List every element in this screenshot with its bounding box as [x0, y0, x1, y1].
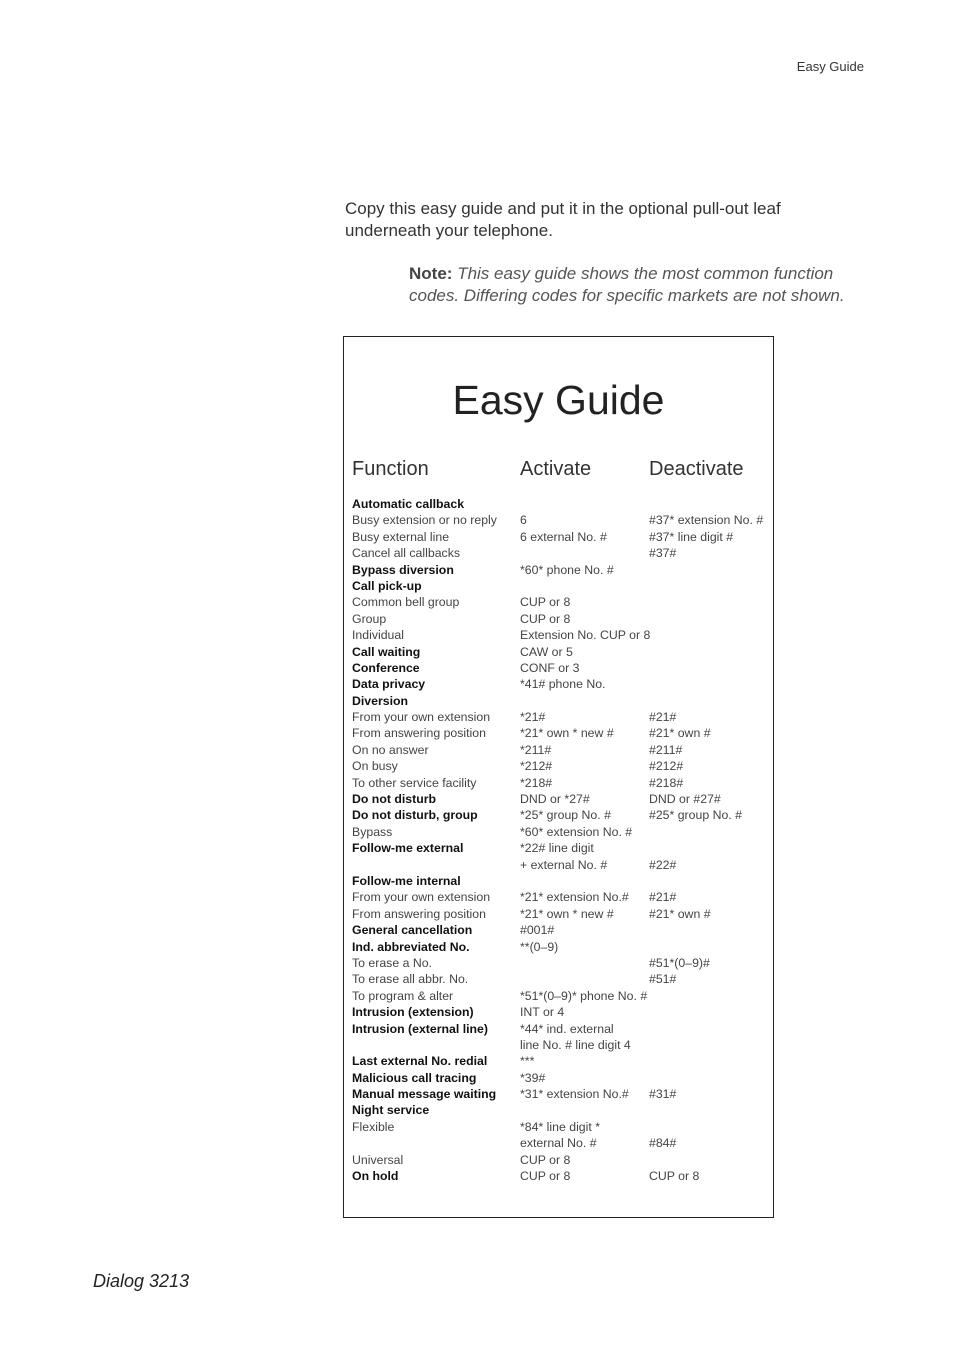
activate-cell: *** [520, 1054, 535, 1069]
table-row [344, 1070, 773, 1086]
function-cell: Night service [352, 1103, 430, 1118]
activate-cell: *51*(0–9)* phone No. # [520, 988, 648, 1003]
activate-cell: *25* group No. # [520, 808, 611, 823]
function-cell: To program & alter [352, 988, 454, 1003]
activate-cell: *60* extension No. # [520, 824, 633, 839]
function-cell: Intrusion (external line) [352, 1021, 488, 1036]
activate-cell: line No. # line digit 4 [520, 1037, 631, 1052]
activate-cell: CUP or 8 [520, 611, 571, 626]
activate-cell: + external No. # [520, 857, 608, 872]
activate-cell: INT or 4 [520, 1005, 565, 1020]
table-row [344, 906, 773, 922]
deactivate-cell: #84# [649, 1136, 677, 1151]
intro-text: Copy this easy guide and put it in the optional pull-out leaf underneath your telephone. [345, 199, 781, 240]
table-row [344, 742, 773, 758]
table-row [344, 955, 773, 971]
running-header: Easy Guide [796, 59, 864, 74]
deactivate-cell: #211# [649, 742, 683, 757]
table-row [344, 545, 773, 561]
table-row [344, 627, 773, 643]
activate-cell: external No. # [520, 1136, 597, 1151]
activate-cell: *39# [520, 1070, 546, 1085]
function-cell: Diversion [352, 693, 409, 708]
function-cell: Do not disturb, group [352, 808, 478, 823]
table-row [344, 676, 773, 692]
table-row [344, 873, 773, 889]
activate-cell: *41# phone No. [520, 677, 606, 692]
table-row [344, 791, 773, 807]
table-row [344, 725, 773, 741]
table-row [344, 644, 773, 660]
deactivate-cell: #31# [649, 1087, 677, 1102]
deactivate-cell: DND or #27# [649, 792, 721, 807]
activate-cell: CUP or 8 [520, 595, 571, 610]
table-row [344, 1004, 773, 1020]
activate-cell: 6 [520, 513, 527, 528]
table-row [344, 512, 773, 528]
table-row [344, 824, 773, 840]
table-row [344, 1102, 773, 1118]
function-cell: Cancel all callbacks [352, 546, 460, 561]
activate-cell: *60* phone No. # [520, 562, 614, 577]
footer-product-name: Dialog 3213 [93, 1271, 190, 1291]
table-row [344, 922, 773, 938]
activate-cell: *21* own * new # [520, 906, 614, 921]
deactivate-cell: #51*(0–9)# [649, 955, 710, 970]
function-cell: From answering position [352, 906, 486, 921]
function-cell: Individual [352, 628, 404, 643]
function-cell: Universal [352, 1152, 404, 1167]
activate-cell: *84* line digit * [520, 1119, 600, 1134]
column-header-deactivate: Deactivate [649, 458, 744, 480]
activate-cell: CONF or 3 [520, 660, 580, 675]
function-cell: On no answer [352, 742, 429, 757]
deactivate-cell: #218# [649, 775, 684, 790]
deactivate-cell: #37* line digit # [649, 529, 734, 544]
function-cell: To erase all abbr. No. [352, 972, 469, 987]
function-cell: Call waiting [352, 644, 421, 659]
table-row [344, 1152, 773, 1168]
deactivate-cell: CUP or 8 [649, 1169, 700, 1184]
function-cell: Bypass diversion [352, 562, 454, 577]
function-cell: General cancellation [352, 923, 473, 938]
function-cell: Call pick-up [352, 578, 422, 593]
table-row [344, 807, 773, 823]
table-row [344, 889, 773, 905]
activate-cell: Extension No. CUP or 8 [520, 628, 651, 643]
function-cell: Busy extension or no reply [352, 513, 497, 528]
activate-cell: *21# [520, 710, 546, 725]
table-row [344, 758, 773, 774]
deactivate-cell: #22# [649, 857, 677, 872]
table-row [344, 1053, 773, 1069]
activate-cell: CUP or 8 [520, 1169, 571, 1184]
activate-cell: *44* ind. external [520, 1021, 614, 1036]
function-cell: From answering position [352, 726, 486, 741]
function-cell: Common bell group [352, 595, 460, 610]
activate-cell: DND or *27# [520, 792, 590, 807]
function-cell: Ind. abbreviated No. [352, 939, 470, 954]
table-row [344, 1086, 773, 1102]
function-cell: On busy [352, 759, 398, 774]
function-code-table [344, 496, 773, 1184]
table-row [344, 775, 773, 791]
table-row [344, 660, 773, 676]
activate-cell: *31* extension No.# [520, 1087, 629, 1102]
function-cell: Conference [352, 660, 420, 675]
note-label: Note: [409, 264, 453, 283]
function-cell: Flexible [352, 1119, 395, 1134]
function-cell: From your own extension [352, 710, 491, 725]
easy-guide-card [343, 336, 774, 1218]
deactivate-cell: #21* own # [649, 906, 711, 921]
function-cell: On hold [352, 1169, 399, 1184]
table-row [344, 594, 773, 610]
note-body: This easy guide shows the most common function codes. Differing codes for specific markets are not shown. [409, 264, 845, 305]
activate-cell: *21* own * new # [520, 726, 614, 741]
deactivate-cell: #21* own # [649, 726, 711, 741]
table-row [344, 988, 773, 1004]
function-cell: Do not disturb [352, 792, 437, 807]
table-row [344, 578, 773, 594]
deactivate-cell: #21# [649, 890, 677, 905]
function-cell: From your own extension [352, 890, 491, 905]
function-cell: Malicious call tracing [352, 1070, 477, 1085]
activate-cell: 6 external No. # [520, 529, 607, 544]
activate-cell: *21* extension No.# [520, 890, 629, 905]
activate-cell: CAW or 5 [520, 644, 573, 659]
function-cell: Last external No. redial [352, 1054, 488, 1069]
table-row [344, 529, 773, 545]
table-row [344, 939, 773, 955]
function-cell: Group [352, 611, 387, 626]
activate-cell: *212# [520, 759, 553, 774]
table-row [344, 611, 773, 627]
deactivate-cell: #25* group No. # [649, 808, 742, 823]
table-row [344, 1021, 773, 1037]
table-row [344, 693, 773, 709]
function-cell: Automatic callback [352, 497, 465, 511]
activate-cell: **(0–9) [520, 939, 559, 954]
table-row [344, 709, 773, 725]
table-row [344, 1119, 773, 1135]
function-cell: To erase a No. [352, 955, 432, 970]
activate-cell: *211# [520, 742, 552, 757]
function-cell: Busy external line [352, 529, 450, 544]
deactivate-cell: #37* extension No. # [649, 513, 764, 528]
table-row [344, 562, 773, 578]
table-row [344, 1037, 773, 1053]
table-row [344, 1135, 773, 1151]
note [409, 263, 869, 307]
table-row [344, 840, 773, 856]
guide-title: Easy Guide [452, 377, 665, 423]
activate-cell: #001# [520, 923, 555, 938]
table-row [344, 971, 773, 987]
function-cell: Data privacy [352, 677, 426, 692]
table-row [344, 857, 773, 873]
function-cell: Follow-me external [352, 841, 464, 856]
activate-cell: *218# [520, 775, 553, 790]
function-cell: Intrusion (extension) [352, 1005, 474, 1020]
column-header-activate: Activate [520, 458, 592, 480]
column-header-function: Function [352, 458, 429, 480]
deactivate-cell: #212# [649, 759, 684, 774]
function-cell: To other service facility [352, 775, 477, 790]
table-row [344, 1168, 773, 1184]
function-cell: Bypass [352, 824, 393, 839]
deactivate-cell: #21# [649, 710, 677, 725]
activate-cell: *22# line digit [520, 841, 594, 856]
function-cell: Follow-me internal [352, 873, 461, 888]
table-row [344, 496, 773, 512]
deactivate-cell: #37# [649, 546, 677, 561]
activate-cell: CUP or 8 [520, 1152, 571, 1167]
function-cell: Manual message waiting [352, 1087, 497, 1102]
deactivate-cell: #51# [649, 972, 677, 987]
